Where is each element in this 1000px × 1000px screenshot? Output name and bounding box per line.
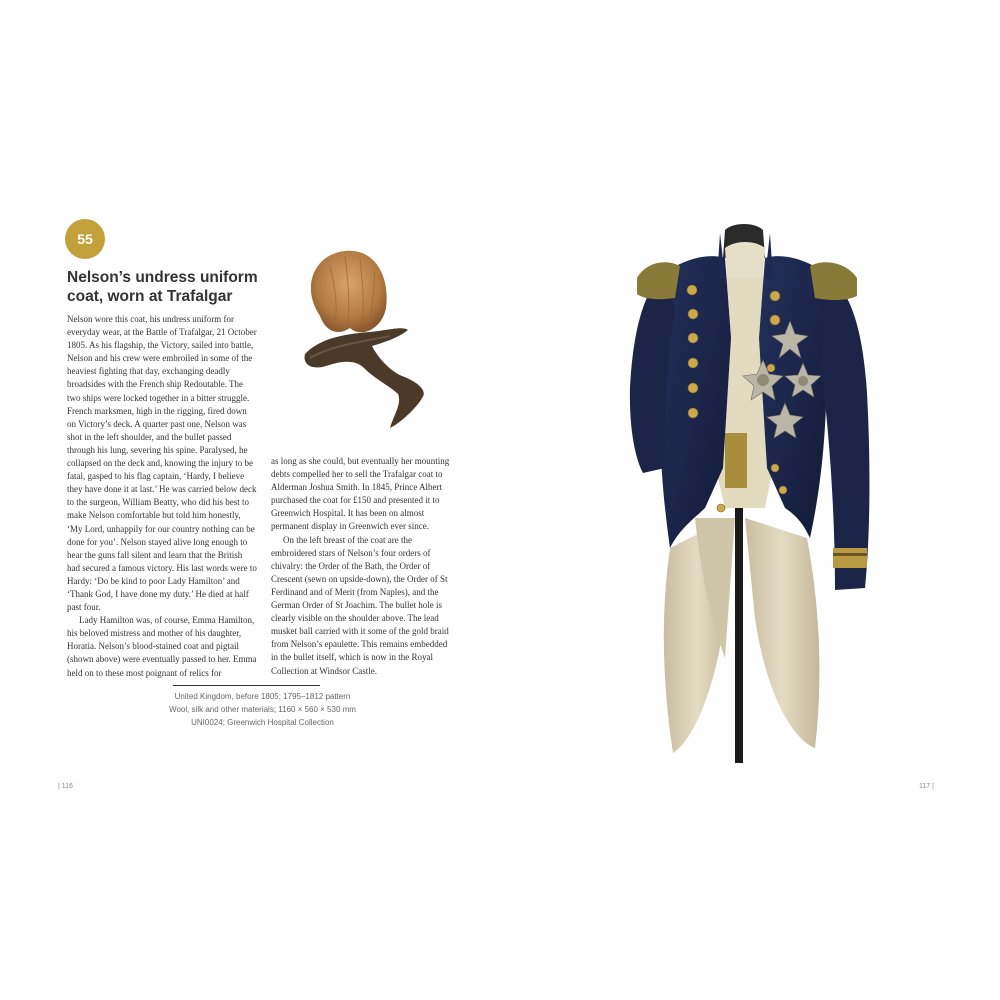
object-number-badge: 55 [65, 219, 105, 259]
page-number-right: 117 | [919, 783, 934, 790]
uniform-coat-photo [625, 218, 880, 763]
object-caption [140, 690, 385, 729]
pigtail-photo [290, 246, 435, 431]
body-paragraph: Lady Hamilton was, of course, Emma Hamilton, his beloved mistress and mother of his daughter, Horatia. Nelson’s blood-stained coat and pigtail (shown above) were eventually passed to her. Emma held on to these most poignant of relics for [67, 615, 257, 678]
page-title: Nelson’s undress uniform coat, worn at Trafalgar [67, 269, 258, 305]
body-column-right [271, 455, 456, 678]
caption-line: UNI0024; Greenwich Hospital Collection [191, 718, 334, 727]
page-number-left: | 116 [58, 783, 73, 790]
body-column-left [67, 313, 257, 678]
caption-line: Wool, silk and other materials; 1160 × 560 × 530 mm [169, 705, 356, 714]
caption-rule [173, 685, 320, 686]
body-paragraph: On the left breast of the coat are the embroidered stars of Nelson’s four orders of chivalry: the Order of the Bath, the Order of Crescent (sewn on upside-down), the Order of St Ferdinand and of Merit (from Naples), and the German Order of St Joachim. The bullet hole is clearly visible on the shoulder above. The lead musket ball carried with it some of the gold braid from Nelson’s epaulette. This remains embedded in the bullet itself, which is now in the Royal Collection at Windsor Castle. [271, 534, 449, 676]
body-paragraph: Nelson wore this coat, his undress uniform for everyday wear, at the Battle of Trafalgar, 21 October 1805. As his flagship, the Victory, sailed into battle, Nelson and his crew were embroiled in some of the heaviest fighting that day, exchanging deadly broadsides with the French ship Redoutable. The two ships were locked together in a bitter struggle. French marksmen, high in the rigging, fired down on Victory’s deck. A quarter past one, Nelson was shot in the left shoulder, and the bullet passed through his lung, severing his spine. Paralysed, he collapsed on the deck and, knowing the injury to be fatal, gasped to his flag captain, ‘Hardy, I believe they have done it at last.’ He was carried below deck to the surgeon, William Beatty, who did his best to make Nelson comfortable but told him honestly, ‘My Lord, unhappily for our country nothing can be done for you’. Nelson stayed alive long enough to hear the guns fall silent and learn that the British had secured a famous victory. His last words were to Hardy: ‘Do be kind to poor Lady Hamilton’ and ‘Thank God, I have done my duty.’ He died at half past four. [67, 314, 257, 613]
caption-line: United Kingdom, before 1805; 1795–1812 pattern [174, 692, 351, 701]
body-paragraph: as long as she could, but eventually her mounting debts compelled her to sell the Trafalgar coat to Alderman Joshua Smith. In 1845, Prince Albert purchased the coat for £150 and presented it to Greenwich Hospital. It has been on almost permanent display in Greenwich ever since. [271, 456, 450, 532]
